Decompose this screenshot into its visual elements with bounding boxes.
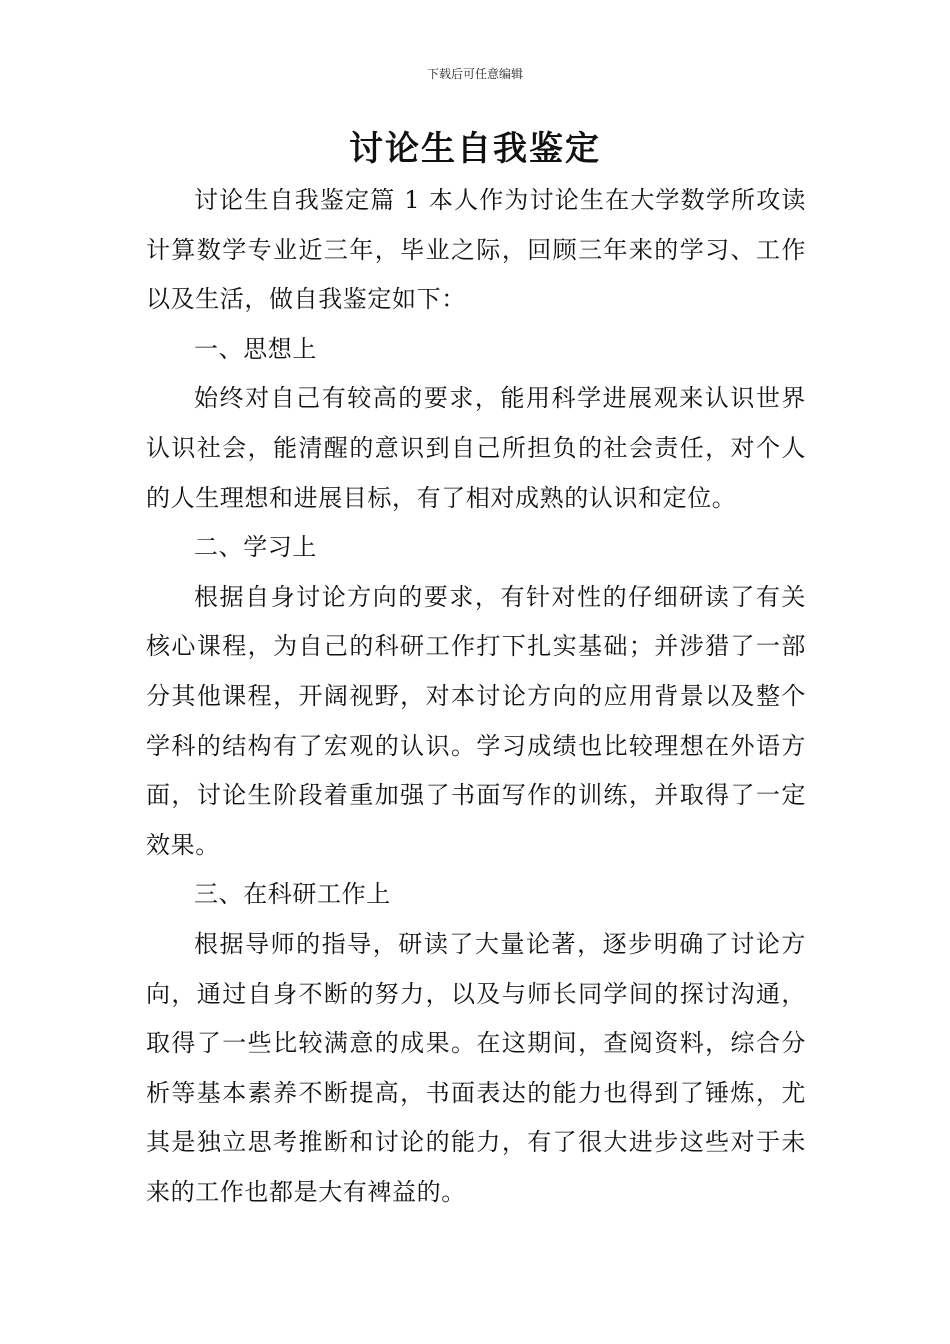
document-body [146,176,806,1217]
intro-paragraph: 讨论生自我鉴定篇 1 本人作为讨论生在大学数学所攻读计算数学专业近三年，毕业之际，回顾三年来的学习、工作以及生活，做自我鉴定如下： [146,186,806,314]
section-heading-research: 三、在科研工作上 [194,880,391,909]
paragraph-ideology: 始终对自己有较高的要求，能用科学进展观来认识世界认识社会，能清醒的意识到自己所担负的社会责任，对个人的人生理想和进展目标，有了相对成熟的认识和定位。 [146,384,806,512]
document-title: 讨论生自我鉴定 [349,129,601,169]
paragraph-study: 根据自身讨论方向的要求，有针对性的仔细研读了有关核心课程，为自己的科研工作打下扎实基础；并涉猎了一部分其他课程，开阔视野，对本讨论方向的应用背景以及整个学科的结构有了宏观的认识。学习成绩也比较理想在外语方面，讨论生阶段着重加强了书面写作的训练，并取得了一定效果。 [146,582,806,859]
section-heading-ideology: 一、思想上 [194,334,317,363]
section-heading-study: 二、学习上 [194,533,317,562]
header-note: 下载后可任意编辑 [426,67,523,81]
paragraph-research: 根据导师的指导，研读了大量论著，逐步明确了讨论方向，通过自身不断的努力，以及与师长同学间的探讨沟通，取得了一些比较满意的成果。在这期间，查阅资料，综合分析等基本素养不断提高，书面表达的能力也得到了锤炼，尤其是独立思考推断和讨论的能力，有了很大进步这些对于未来的工作也都是大有裨益的。 [146,929,806,1206]
